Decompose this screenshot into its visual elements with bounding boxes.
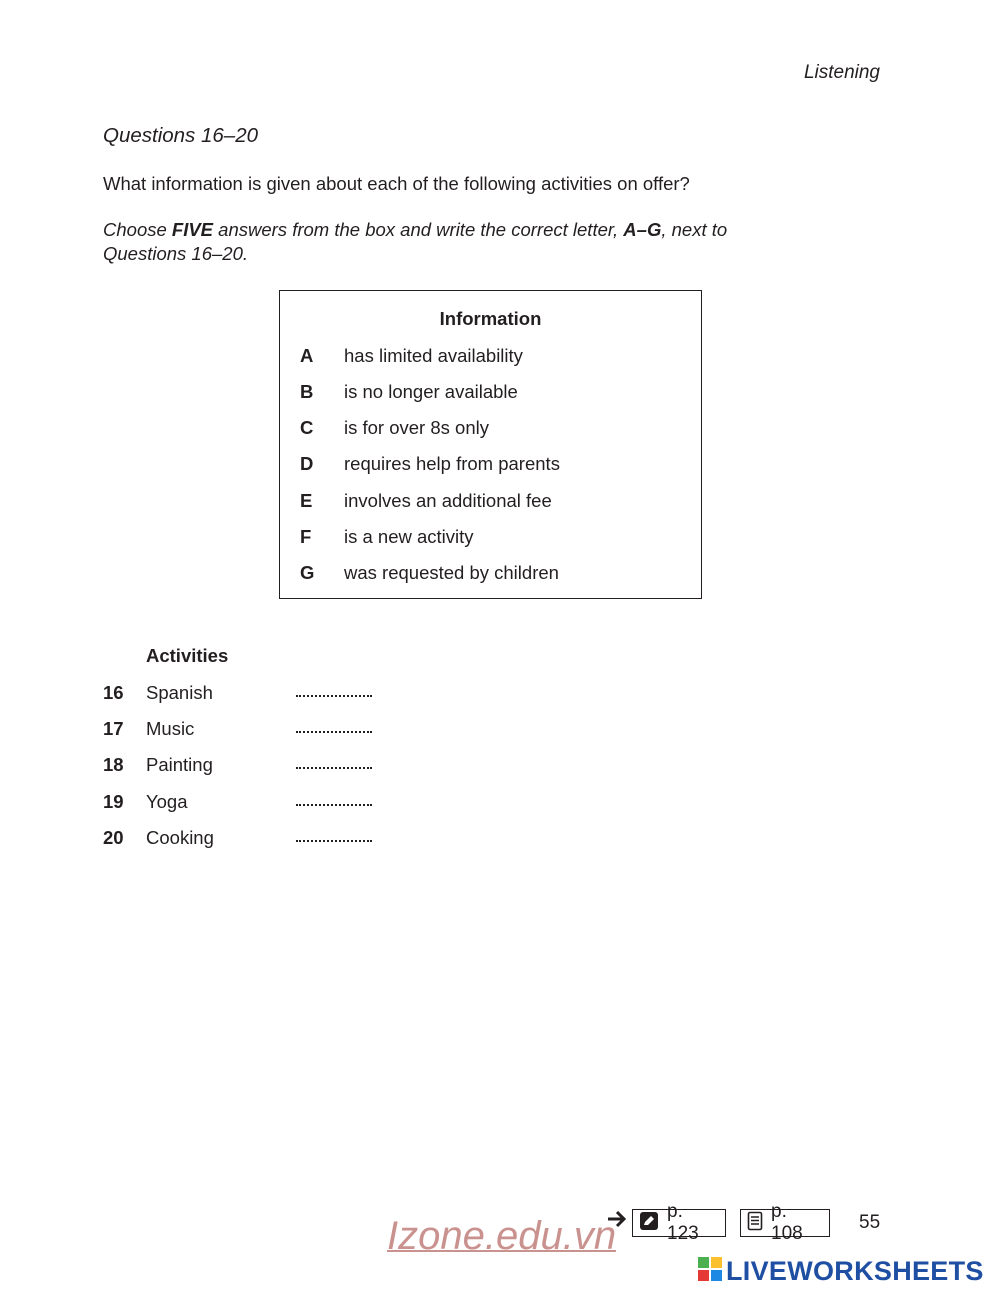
question-number: 16 xyxy=(103,682,124,703)
section-label: Listening xyxy=(803,62,880,83)
activity-name: Yoga xyxy=(146,791,188,812)
reference-page-2: p. 108 xyxy=(771,1201,803,1244)
information-title: Information xyxy=(439,308,542,329)
reference-box-1 xyxy=(632,1201,726,1244)
liveworksheets-logo[interactable] xyxy=(698,1256,984,1287)
instruction-text: Choose FIVE answers from the box and write the correct letter, A–G, next to Questions 16–20. xyxy=(103,219,728,264)
instruction-bold-range: A–G xyxy=(623,219,662,240)
answer-blank-20[interactable] xyxy=(296,826,372,842)
option-d: D requires help from parents xyxy=(300,453,560,474)
option-c: C is for over 8s only xyxy=(300,417,489,438)
page-number: 55 xyxy=(859,1212,881,1233)
activity-name: Music xyxy=(146,718,195,739)
option-b: B is no longer available xyxy=(300,381,518,402)
reference-box-2 xyxy=(740,1201,830,1244)
activity-row xyxy=(103,718,372,740)
activity-row xyxy=(103,754,372,776)
answer-blank-18[interactable] xyxy=(296,753,372,769)
live-blocks-icon xyxy=(698,1257,722,1286)
option-e: E involves an additional fee xyxy=(300,490,552,511)
option-f: F is a new activity xyxy=(300,526,474,547)
information-box xyxy=(279,290,702,599)
activity-row xyxy=(103,827,372,849)
reference-page-1: p. 123 xyxy=(667,1201,699,1244)
question-text: What information is given about each of the following activities on offer? xyxy=(103,173,690,194)
question-number: 17 xyxy=(103,718,124,739)
arrow-right-icon xyxy=(606,1208,628,1236)
activity-name: Painting xyxy=(146,754,213,775)
question-number: 19 xyxy=(103,791,124,812)
question-number: 20 xyxy=(103,827,124,848)
answer-blank-17[interactable] xyxy=(296,717,372,733)
questions-heading: Questions 16–20 xyxy=(103,124,259,147)
question-number: 18 xyxy=(103,754,124,775)
option-g: G was requested by children xyxy=(300,562,559,583)
activity-row xyxy=(103,791,372,813)
answer-blank-19[interactable] xyxy=(296,790,372,806)
brand-name: LIVEWORKSHEETS xyxy=(726,1256,984,1286)
watermark: Izone.edu.vn xyxy=(387,1214,617,1258)
answer-blank-16[interactable] xyxy=(296,681,372,697)
activities-heading: Activities xyxy=(146,645,229,666)
option-a: A has limited availability xyxy=(300,345,523,366)
instruction-bold-five: FIVE xyxy=(171,219,214,240)
notes-icon xyxy=(747,1211,763,1236)
activity-name: Cooking xyxy=(146,827,214,848)
activity-row xyxy=(103,682,372,704)
activity-name: Spanish xyxy=(146,682,213,703)
pencil-icon xyxy=(639,1211,659,1236)
